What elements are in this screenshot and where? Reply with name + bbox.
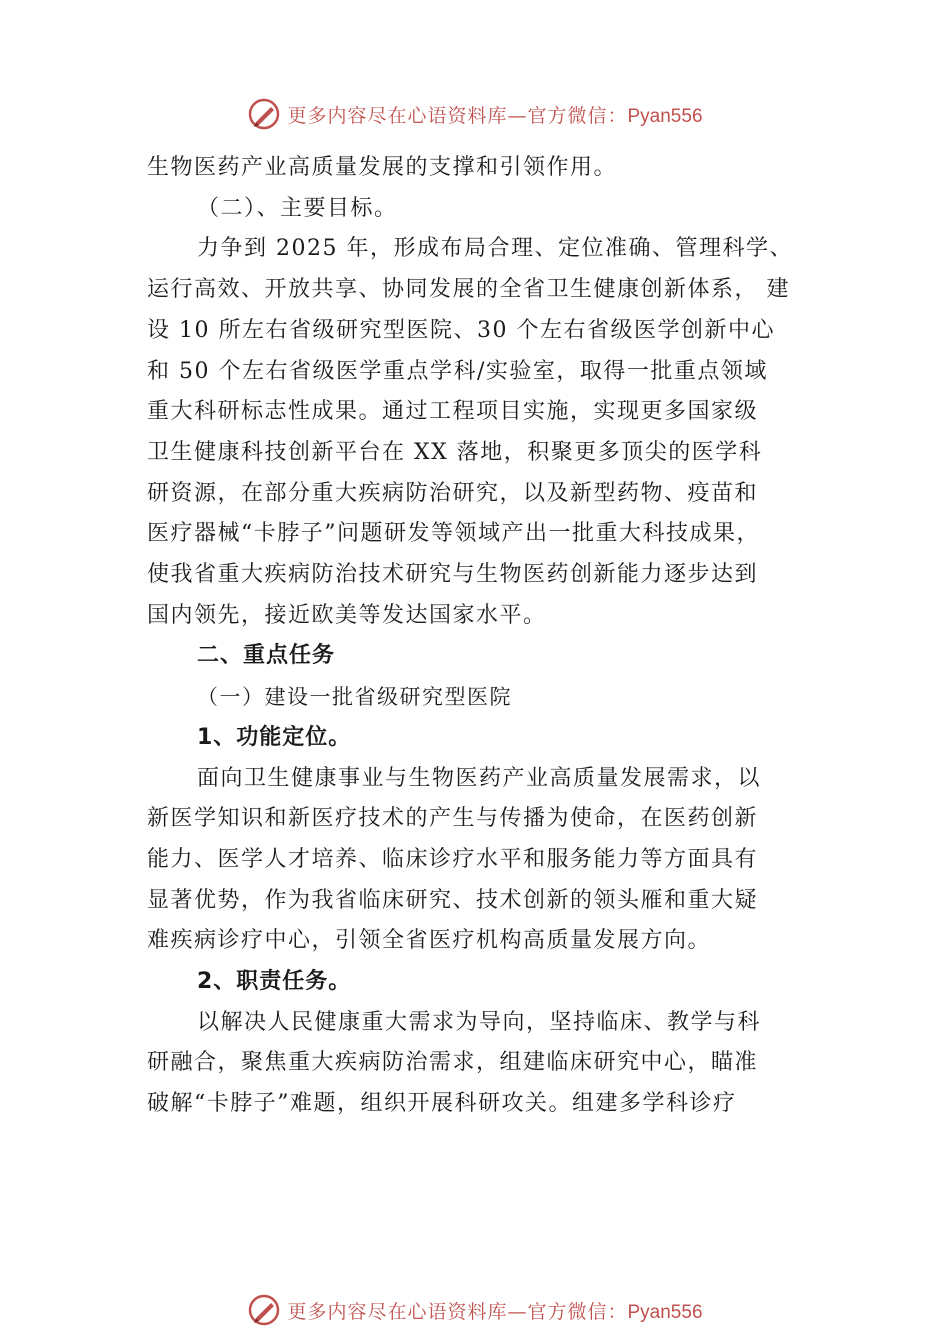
text-line: 以解决人民健康重大需求为导向，坚持临床、教学与科 bbox=[197, 1009, 762, 1035]
subsection-heading-goals: （二）、主要目标。 bbox=[197, 195, 398, 221]
subsection-heading-hospitals: （一）建设一批省级研究型医院 bbox=[197, 685, 512, 710]
header-watermark bbox=[0, 94, 950, 134]
item-heading-duties: 2、职责任务。 bbox=[197, 969, 352, 995]
paragraph-function bbox=[147, 759, 819, 963]
item-heading-function: 1、功能定位。 bbox=[197, 724, 352, 750]
text-line: 能力、医学人才培养、临床诊疗水平和服务能力等方面具有 bbox=[147, 846, 759, 872]
paragraph-1 bbox=[147, 148, 819, 189]
text-line: 研资源，在部分重大疾病防治研究，以及新型药物、疫苗和 bbox=[147, 480, 759, 506]
document-body bbox=[147, 148, 819, 1125]
text-line: 设 10 所左右省级研究型医院、30 个左右省级医学创新中心 bbox=[147, 317, 775, 343]
paragraph-goals bbox=[147, 229, 819, 636]
text-line: 力争到 2025 年，形成布局合理、定位准确、管理科学、 bbox=[197, 236, 793, 262]
paragraph-duties bbox=[147, 1003, 819, 1125]
section-heading-key-tasks: 二、重点任务 bbox=[197, 643, 336, 669]
text-line: 重大科研标志性成果。通过工程项目实施，实现更多国家级 bbox=[147, 399, 759, 425]
text-line: 医疗器械“卡脖子”问题研发等领域产出一批重大科技成果， bbox=[147, 521, 760, 547]
text-line: 国内领先，接近欧美等发达国家水平。 bbox=[147, 602, 547, 628]
footer-watermark bbox=[0, 1290, 950, 1330]
text-line: 研融合，聚焦重大疾病防治需求，组建临床研究中心，瞄准 bbox=[147, 1050, 759, 1076]
text-line: 卫生健康科技创新平台在 XX 落地，积聚更多顶尖的医学科 bbox=[147, 439, 763, 465]
text-line: 使我省重大疾病防治技术研究与生物医药创新能力逐步达到 bbox=[147, 562, 759, 588]
watermark-text: 更多内容尽在心语资料库—官方微信：Pyan556 bbox=[287, 1300, 703, 1323]
text-line: 破解“卡脖子”难题，组织开展科研攻关。组建多学科诊疗 bbox=[147, 1091, 737, 1117]
watermark-text: 更多内容尽在心语资料库—官方微信：Pyan556 bbox=[287, 104, 703, 127]
text-line: 新医学知识和新医疗技术的产生与传播为使命，在医药创新 bbox=[147, 806, 759, 832]
pen-seal-icon bbox=[247, 97, 281, 131]
text-line: 显著优势，作为我省临床研究、技术创新的领头雁和重大疑 bbox=[147, 887, 759, 913]
pen-seal-icon bbox=[247, 1293, 281, 1327]
text-line: 和 50 个左右省级医学重点学科/实验室，取得一批重点领域 bbox=[147, 358, 768, 384]
text-line: 运行高效、开放共享、协同发展的全省卫生健康创新体系， 建 bbox=[147, 277, 790, 303]
text-line: 面向卫生健康事业与生物医药产业高质量发展需求，以 bbox=[197, 765, 762, 791]
text-line: 生物医药产业高质量发展的支撑和引领作用。 bbox=[147, 155, 618, 180]
text-line: 难疾病诊疗中心，引领全省医疗机构高质量发展方向。 bbox=[147, 928, 712, 954]
